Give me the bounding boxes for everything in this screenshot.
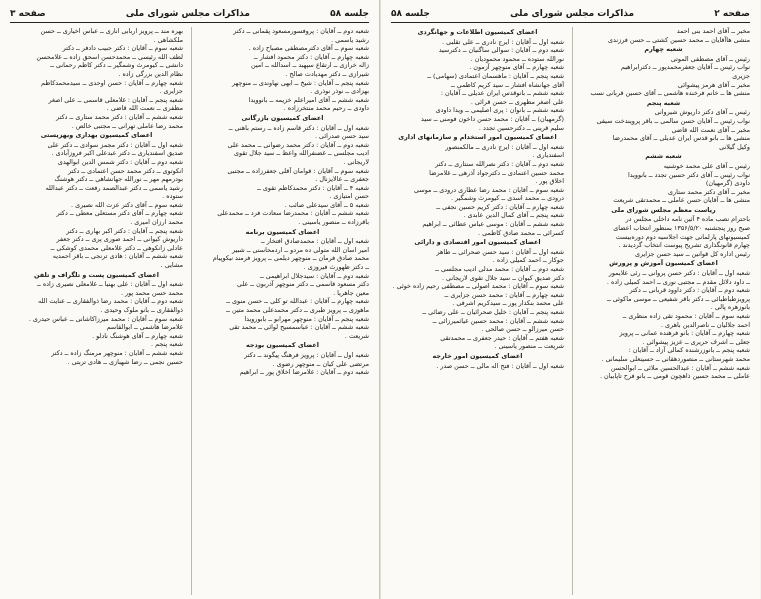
right-page-number: صفحه ۲ bbox=[714, 9, 750, 19]
text-line: شعبه اول ــ آقایان : پرویز فرهنگ پیگوند ــ دکتر bbox=[244, 350, 369, 359]
text-line: شعبه ششم bbox=[645, 152, 682, 161]
text-line: محمد صادق فرمان ــ منوچهر دیلمی ــ پرویز فرمند نیکوپیام bbox=[212, 254, 369, 263]
text-line: (گرمهیان) ــ آقایان : محمد حسن داخون فومنی ــ سید bbox=[421, 114, 564, 123]
right-page-col-right bbox=[572, 27, 750, 595]
text-line: شعبه دوم ــ آقایان : دکتر محمد رضوانی ــ محمد علی bbox=[227, 140, 369, 149]
text-line: معین جاهریا . bbox=[333, 288, 369, 297]
text-line: شعبه اول ــ آقایان : دکتر حسن پروانی ــ رئی علایمور bbox=[608, 269, 750, 278]
text-line: ــ داود دلائل مقدم ــ مجتبی نوری ــ احمد کمیلی زاده . bbox=[606, 277, 750, 286]
text-line: عاملی ــ محمد حسین ذاهچون قومی ــ بانو فرح تاپابیان . bbox=[599, 372, 750, 381]
text-line: شعبه چهارم bbox=[644, 45, 683, 54]
text-line: دکتر صدیق کیوان ــ سید جلال تقوی لاریجانی . bbox=[441, 273, 564, 282]
text-line: شعبه سوم ــ آقایان : قوامان آقلی جعفرزاده ــ مجتبی bbox=[227, 166, 369, 175]
text-line: اعضای کمیسیون بودجه bbox=[246, 341, 319, 350]
right-page-title: مذاکرات مجلس شورای ملی bbox=[510, 9, 635, 19]
text-line: رئیس ــ آقای علی محمد خوشنیه bbox=[663, 161, 750, 170]
left-page-col-left bbox=[10, 27, 183, 595]
text-line: اعضای کمیسیون امور خارجه bbox=[432, 351, 523, 360]
text-line: شعبه چهارم ــ آقایان : بانو فرهنده عمانی ــ پرویز bbox=[619, 329, 750, 338]
text-line: سلیم قرینی ــ دکترحسین تجدد . bbox=[478, 123, 564, 132]
text-line: ستوده . bbox=[162, 192, 183, 201]
right-page-col-left bbox=[391, 27, 564, 595]
text-line: رئیس ــ آقای مصطفی الموتی bbox=[670, 54, 750, 63]
text-line: احمد جلالیان ــ ناصرالدین باهری . bbox=[660, 320, 750, 329]
text-line: بهره مند ــ پرویز اربابی اناری ــ عباس اخیاری ــ حسن bbox=[40, 27, 183, 35]
text-line: داودی ــ رحیم محمد منتخرزاده . bbox=[283, 104, 369, 113]
text-line: شعبه اول ــ آقایان : محمدصادق افتخار ــ bbox=[260, 237, 369, 246]
text-line: شعبه ششم ــ آقایان : دکتر محمد ستاری ــ دکتر bbox=[56, 112, 183, 121]
text-line: وکیل گیلانی bbox=[719, 142, 750, 151]
text-line: علی اصغر مظهری ــ حسن قرائی . bbox=[470, 97, 564, 106]
text-line: اعضای کمیسیون بهداری وبهزیستی bbox=[40, 131, 153, 140]
text-line: شعبه ششم ــ بانوان : پری اصلیمی ــ ویدا داودی bbox=[435, 106, 564, 115]
text-line: محمد حسن محمد پور . bbox=[120, 288, 183, 297]
text-line: زاله خرازی ــ ارتقاع سپهبد ــ اسدالله ــ امین bbox=[251, 61, 369, 70]
text-line: لطف الله رئیسی ــ محمدحسن اسحق زاده ــ غلامحسن bbox=[36, 52, 183, 61]
text-line: جعفری ــ عالایزنال . bbox=[315, 175, 369, 184]
text-line: جوکار ــ احمد کمیلی زاده . bbox=[492, 256, 564, 265]
text-line: درودی ــ محمد اسدی ــ کیومرث وشمگیر . bbox=[450, 194, 564, 203]
text-line: شعبه چهارم ــ آقایان : دکتر محمود افشار ــ bbox=[253, 52, 369, 61]
text-line: شعبه چهارم ــ آقایان : دکتر کریم حسین نجفی ــ bbox=[436, 202, 564, 211]
text-line: شعبه چهارم ــ آقای دکتر مستعلی معطی ــ دکتر bbox=[56, 209, 183, 218]
text-line: شعبه پنجم ــ آقایان : شیخ ــ ابهی نهاوندی ــ منوچهر bbox=[232, 78, 369, 87]
text-line: شعبه هفتم ــ آقایان : حیدر جعفری ــ محمدتقی bbox=[440, 333, 564, 342]
text-line: منشی ها ــ بانو قدس ایران عدیلی ــ آقای محمدرضا bbox=[612, 134, 750, 143]
text-line: داریوش کیوانی ــ احمد صوری پری ــ دکتر جعفر bbox=[56, 235, 183, 244]
text-line: حسن میرزالو ــ حسن صالحی . bbox=[481, 325, 564, 334]
text-line: شعبه پنجم bbox=[646, 98, 681, 107]
text-line: نظام الدین بزرگی زاده . bbox=[118, 69, 183, 78]
text-line: محمد ارزان امیری . bbox=[130, 218, 183, 227]
text-line: داودی (گرمهیان) bbox=[705, 179, 750, 188]
text-line: ذوالفقاری ــ بانو ملوک وحیدی . bbox=[100, 306, 183, 314]
text-line: بهزادی ــ نوذر نوذری . bbox=[310, 87, 369, 96]
text-line: غلامرضا هاشمی ــ ابوالقاسم bbox=[106, 323, 183, 332]
text-line: شریعت ــ منصور یاسینی . bbox=[494, 342, 564, 351]
text-line: شعبه ششم ــ آقایان : هادی ترنجی ــ باقر احمدیه bbox=[52, 252, 183, 261]
text-line: آقای جهانشاه افشار ــ سید کریم کاظمی ــ bbox=[450, 80, 564, 89]
text-line: نواب رئیس ــ آقای دکتر حسین تجدد ــ بانوویدا bbox=[627, 170, 750, 179]
text-line: نورالله ستوده ــ محمود محمودیان . bbox=[470, 54, 564, 63]
text-line: حسن امتیازی . bbox=[329, 192, 369, 201]
text-line: رئیس اداره کل قوانین ــ سید حسن جزایری bbox=[634, 249, 750, 258]
left-page-title: مذاکرات مجلس شورای ملی bbox=[125, 9, 250, 19]
text-line: صبح روز پنجشنبه ۱۳۵۶/۵/۲۰ بمنظور انتخاب اعضای bbox=[613, 224, 750, 233]
text-line: اعضای کمیسیون بازرگانی bbox=[241, 113, 324, 122]
text-line: شعبه ششم ــ آقایان : عبدالحسین ملائی ــ ابوالحسن bbox=[610, 363, 750, 372]
text-line: باحترام نصب ماده ۴ آئین نامه داخلی مجلس در bbox=[625, 215, 750, 224]
text-line: شعبه ششم ــ بانوقدس ایران عدیلی ــ آقایان : bbox=[440, 89, 564, 98]
text-line: شعبه سوم ــ آقای دکترمصطفی مصباح زاده . bbox=[248, 44, 369, 53]
right-page bbox=[380, 0, 760, 599]
text-line: شعبه چهارم ــ آقایان : محمد حسن جزایری ــ bbox=[444, 290, 564, 299]
text-line: شعبه ۵ ــ آقای سیدعلی صائب . bbox=[284, 200, 369, 209]
left-page-header bbox=[10, 6, 369, 23]
text-line: شعبه سوم ــ آقایان : محمد میرزاکاشانی ــ عباس حیدری . bbox=[28, 314, 183, 323]
text-line: جزایری . bbox=[159, 87, 183, 96]
text-line: نواب رئیس ــ آقایان حسن سالمی ــ باقر پرویندخت سیفی bbox=[596, 116, 750, 125]
text-line: شعبه دوم ــ آقایان : دکتر داوود قربانی ــ دکتر bbox=[629, 286, 750, 295]
text-line: شعبه اول ــ آقایان : فتح اله مالی ــ حسن صدر . bbox=[436, 361, 564, 370]
text-line: ملکشاهی . bbox=[153, 35, 183, 44]
text-line: شعبه چهارم ــ آقایان : عبدالله تو کلی ــ حسن منوی ــ bbox=[226, 297, 369, 306]
text-line: عادلی زانکوهی ــ دکتر غلامعلی محمدی کوشکی ــ bbox=[50, 243, 183, 252]
text-line: اخلاق پور . bbox=[535, 177, 564, 186]
text-line: جزیری bbox=[732, 71, 750, 80]
text-line: شعبه دوم ــ آقایان : غلامرضا اخلاق پور ــ ابراهیم bbox=[239, 368, 369, 377]
text-line: شعبه ششم ــ آقایان : محمدرضا سعادت فرد ــ محمدعلی bbox=[217, 209, 369, 218]
text-line: اعضای کمیسیون آموزش و پرورش bbox=[609, 259, 718, 268]
text-line: نواب رئیس ــ آقایان جعفرمحمدپور ــ دکترابراهیم bbox=[621, 63, 750, 72]
text-line: شعبه اول ــ آقایان : علی بهنیا ــ غلامعلی نصیری زاده ــ bbox=[37, 280, 183, 289]
text-line: حسین نجمی ــ رضا شهبازی ــ هادی تربتی . bbox=[67, 357, 183, 366]
text-line: رشید یاسمی . bbox=[331, 35, 369, 44]
text-line: منشی ها ــ خانم فرخنده هاشمی ــ آقای حسین قربانی نسب bbox=[590, 89, 750, 98]
text-line: شعبه پنجم ــ بانوزرشنده کمالی آزاد ــ آقایان : bbox=[628, 346, 750, 355]
text-line: شعبه ششم ــ آقایان : محمد حسین غیاثمیرزائی ــ bbox=[432, 316, 564, 325]
left-page bbox=[0, 0, 380, 599]
text-line: کسرائی ــ محمد صادق کاظمی . bbox=[478, 228, 564, 237]
text-line: بودرمهم مهر ــ نورالله جهانشاهی ــ دکتر هوشنگ bbox=[54, 175, 183, 184]
text-line: شعبه پنجم ــ آقایان : غلامعلی قاسمی ــ علی اصغر bbox=[48, 95, 183, 104]
text-line: ادیب مجلسی ــ غضنفرالله واعظ ــ سید جلال تقوی bbox=[233, 149, 369, 158]
text-line: مخبر ــ آقای نعمت الله قاضی bbox=[671, 125, 750, 134]
text-line: شعبه پنجم ــ آقای کمال الدین عابدی . bbox=[463, 211, 564, 220]
text-line: سید حسن صدرائی . bbox=[314, 132, 369, 141]
text-line: اسفندیاری . bbox=[532, 151, 564, 160]
left-page-columns bbox=[10, 27, 369, 595]
text-line: انکوتوی ــ دکتر محمد حسن اعتمادی ــ دکتر bbox=[68, 166, 183, 175]
text-line: شعبه دوم ــ آقایان : سیدجلال ابراهیمی ــ bbox=[260, 271, 369, 280]
right-page-columns bbox=[391, 27, 750, 595]
text-line: شعبه ششم ــ آقایان : منوچهر مرمنگ زاده ــ دکتر bbox=[51, 348, 183, 357]
text-line: باقرزاده ــ منصور یاسینی . bbox=[298, 218, 369, 227]
text-line: شعبه دوم ــ آقایان : دکتر نصرالله سنتاری ــ دکتر bbox=[435, 159, 564, 168]
text-line: شعبه چهارم ــ آقای هوشنگ نادلو . bbox=[92, 331, 183, 340]
text-line: رئیس ــ آقای دکتر داریوش شیروانی bbox=[654, 108, 750, 117]
text-line: مخبر ــ آقای هرمز پیشوائی bbox=[677, 80, 750, 89]
text-line: شعبه دوم ــ آقایان : سوالی ساگنیان ــ دکترسید bbox=[438, 46, 564, 55]
text-line: ــ دکتر ظهورث فیروزی . bbox=[303, 263, 369, 272]
text-line: شریعت . bbox=[344, 331, 369, 340]
text-line: شعبه ششم ــ آقایان : موسی عباس عطائی ــ ابراهیم bbox=[422, 220, 564, 229]
text-line: مخبر ــ آقای احمد بنی احمد bbox=[676, 27, 750, 35]
text-line: مشایی . bbox=[160, 261, 183, 270]
text-line: دانشی ــ کیومرث وشمگیر ــ دکتر کاظم رحمانی ــ bbox=[50, 61, 183, 70]
text-line: اعضای کمیسیون پست و تلگراف و تلفن bbox=[34, 270, 159, 279]
left-page-session: جلسه ۵۸ bbox=[330, 9, 369, 19]
text-line: شعبه سوم ــ آقایان : محمد رضا عطاری درودی ــ موسی bbox=[414, 185, 564, 194]
text-line: اعضای کمیسیون امور اقتصادی و دارائی bbox=[414, 238, 541, 247]
text-line: شعبه پنجم ــ آقایان : ماهسمان اعتمادی (سهامی) ــ bbox=[427, 71, 564, 80]
text-line: بانوزهره پالی . bbox=[710, 303, 750, 312]
text-line: امیر اسان الله متولی ده مردو ــ اردمحاسنی ــ شبیر bbox=[231, 245, 369, 254]
text-line: شعبه دوم ــ آقایان : محمد مدلی ادیب مجلسی ــ bbox=[435, 265, 564, 274]
text-line: شعبه ششم ــ آقایان : عباسمسیح لوائی ــ محمد تقی bbox=[229, 323, 369, 332]
text-line: دکتر مسعود قاسمی ــ دکتر منوچهر آذربون ــ علی bbox=[237, 280, 369, 289]
text-line: شعبه اول ــ آقایان : دکتر مجمز سوادی ــ دکتر علی bbox=[47, 140, 183, 149]
text-line: شعبه دوم ــ آقایان : پروفسورمسعود پقمانی ــ دکتر bbox=[233, 27, 369, 35]
text-line: اعضای کمیسیون امور استخدام و سازمانهای اداری bbox=[398, 133, 557, 142]
left-page-number: صفحه ۳ bbox=[10, 9, 46, 19]
text-line: مظفری ــ نعمت الله قاضی . bbox=[106, 104, 183, 113]
text-line: شعبه ۴ ــ آقایان : دکتر محمدکاظم تقوی ــ bbox=[257, 183, 369, 192]
text-line: شعبه پنجم . bbox=[151, 340, 183, 349]
text-line: شعبه اول ــ آقایان : سید حسن صحرائی ــ طاهر bbox=[436, 247, 564, 256]
text-line: محمد رضا عاملی تهرانی ــ مجتبی خالص . bbox=[71, 121, 183, 130]
text-line: شعبه دوم ــ آقایان : دکتر شمس الدین ابوالهدی bbox=[57, 157, 183, 166]
text-line: شعبه چهارم ــ آقایان : حسن اوحدی ــ سیدمحمدکاظم bbox=[40, 78, 183, 87]
text-line: منشی هاآقایان ــ محمد حسین کشتی ــ حسن فرزندی bbox=[608, 35, 750, 44]
text-line: شعبه سوم ــ آقایان : محمد اصولی ــ مصطفی رحیم زاده خوئی . bbox=[392, 282, 564, 291]
text-line: شعبه اول ــ آقایان : ایرج نادری ــ مالکمنصور bbox=[445, 142, 564, 151]
text-line: رشید یاسمی ــ دکتر عبدالصمد رفعت ــ دکتر عبدالله bbox=[45, 183, 183, 192]
text-line: شعبه سوم ــ آقای دکتر عزت الله نصیری . bbox=[71, 200, 183, 209]
text-line: شعبه دوم ــ آقایان : محمد رضا ذوالفقاری ــ عنایت الله bbox=[37, 297, 183, 306]
text-line: علی محمد بنکدار پور ــ سیدکریم اشرفی . bbox=[452, 299, 564, 308]
text-line: پرویزطباطبائی ــ دکتر باقر شفیعی ــ موسی ماکوئی ــ bbox=[606, 294, 750, 303]
text-line: شعبه پنجم ــ آقایان : دکتر اکبر بهاری ــ دکتر bbox=[66, 226, 183, 235]
text-line: منشی ها ــ آقایان حسن عاملی ــ محمدتقی شریعت bbox=[613, 196, 750, 205]
text-line: مرتضی علی کیان ــ منوچهر رضوی . bbox=[272, 359, 369, 368]
right-page-header bbox=[391, 6, 750, 23]
text-line: شعبه اول ــ آقایان : ایرج نادری ــ علی تقلبی . bbox=[442, 37, 564, 46]
text-line: اعضای کمیسیون برنامه bbox=[245, 227, 320, 236]
right-page-session: جلسه ۵۸ bbox=[391, 9, 430, 19]
text-line: شعبه سوم ــ آقایان : دکتر حبیب دادفر ــ دکتر bbox=[62, 44, 183, 53]
left-page-col-right bbox=[191, 27, 369, 595]
text-line: شیرازی ــ دکتر مهدیادت صالح . bbox=[285, 69, 369, 78]
text-line: لاریجانی . bbox=[343, 157, 369, 166]
text-line: شعبه پنجم ــ آقایان : منوچهر مهرابو ــ بابورویدا bbox=[244, 314, 369, 323]
text-line: محمد حسین اعتمادی ــ دکترجواد آذرهی ــ غلامرضا bbox=[429, 168, 564, 177]
text-line: کمیسیونهای پارلمانی جهت اجلاسیه دوم دوره‌بیست bbox=[615, 232, 750, 241]
text-line: اعضای کمیسیون اطلاعات و جهانگردی bbox=[417, 28, 538, 36]
text-line: ریاست معظم مجلس شورای ملی bbox=[611, 205, 716, 214]
text-line: شعبه پنجم ــ آقایان : خلیل صحرائیان ــ علی رضائی ــ bbox=[422, 308, 564, 316]
text-line: شعبه ششم ــ آقای امیراعلم خزیمه ــ بانوویدا bbox=[248, 95, 369, 104]
text-line: ماهوزی ــ پرویز طبری ــ دکتر محمدعلی محمد متین ــ bbox=[226, 306, 369, 314]
text-line: مخبر ــ آقای دکتر محمد ستاری bbox=[668, 187, 750, 196]
text-line: جعلی ــ اشرف حریری ــ عزیز پیشوائی . bbox=[642, 337, 750, 346]
text-line: شعبه اول ــ آقایان : دکتر قاسم زاده ــ رستم باهنی ــ bbox=[228, 123, 369, 132]
text-line: صدیق اسفندیاری ــ دکتر عبدعلی اکبر فروزآبادی . bbox=[51, 149, 183, 158]
text-line: چهارم قانونگذاری تشریح پیوست انتخاب گردیدند . bbox=[618, 241, 750, 250]
text-line: شعبه چهارم ــ آقای منوچهر آزمون . bbox=[469, 63, 564, 72]
text-line: شعبه سوم ــ آقایان : محمود تقی زاده منظری ــ bbox=[622, 312, 750, 320]
text-line: محمد شهرستانی ــ منصوردهقانی ــ حسینعلی سلیمانی . bbox=[601, 354, 750, 363]
